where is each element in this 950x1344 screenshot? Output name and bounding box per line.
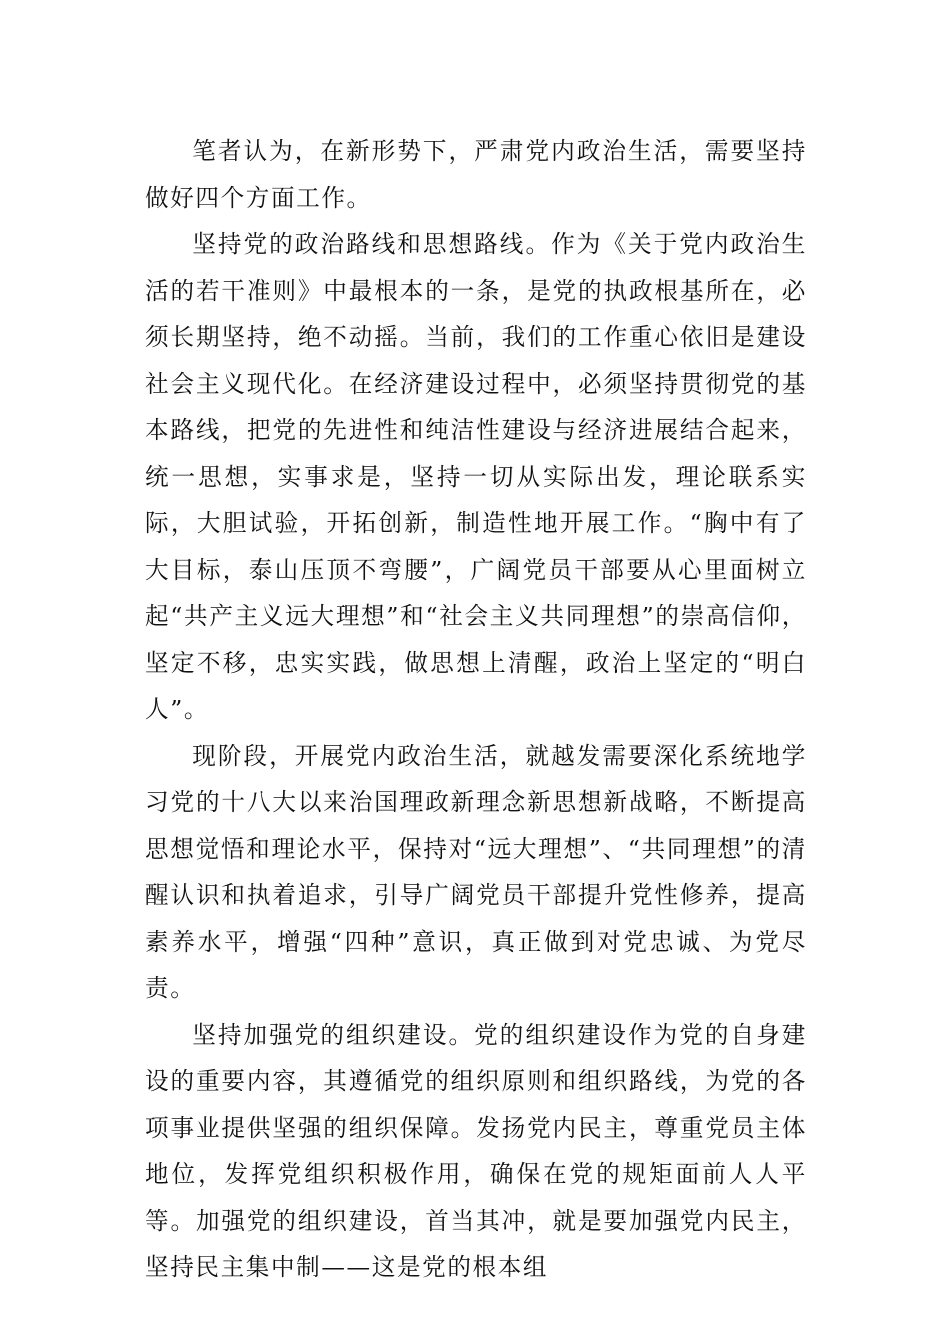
paragraph-3: 现阶段，开展党内政治生活，就越发需要深化系统地学习党的十八大以来治国理政新理念新思想新战略，不断提高思想觉悟和理论水平，保持对“远大理想”、“共同理想”的清醒认识和执着追求，引导广阔党员干部提升党性修养，提高素养水平，增强“四种”意识，真正做到对党忠诚、为党尽责。: [145, 741, 807, 1002]
paragraph-2: 坚持党的政治路线和思想路线。作为《关于党内政治生活的若干准则》中最根本的一条，是党的执政根基所在，必须长期坚持，绝不动摇。当前，我们的工作重心依旧是建设社会主义现代化。在经济建设过程中，必须坚持贯彻党的基本路线，把党的先进性和纯洁性建设与经济进展结合起来，统一思想，实事求是，坚持一切从实际出发，理论联系实际，大胆试验，开拓创新，制造性地开展工作。“胸中有了大目标，泰山压顶不弯腰”，广阔党员干部要从心里面树立起“共产主义远大理想”和“社会主义共同理想”的崇高信仰，坚定不移，忠实实践，做思想上清醒，政治上坚定的“明白人”。: [145, 230, 807, 723]
paragraph-4: 坚持加强党的组织建设。党的组织建设作为党的自身建设的重要内容，其遵循党的组织原则和组织路线，为党的各项事业提供坚强的组织保障。发扬党内民主，尊重党员主体地位，发挥党组织积极作用，确保在党的规矩面前人人平等。加强党的组织建设，首当其冲，就是要加强党内民主，坚持民主集中制——这是党的根本组: [145, 1020, 807, 1281]
document-body: [145, 128, 807, 1291]
paragraph-1: 笔者认为，在新形势下，严肃党内政治生活，需要坚持做好四个方面工作。: [145, 137, 807, 212]
